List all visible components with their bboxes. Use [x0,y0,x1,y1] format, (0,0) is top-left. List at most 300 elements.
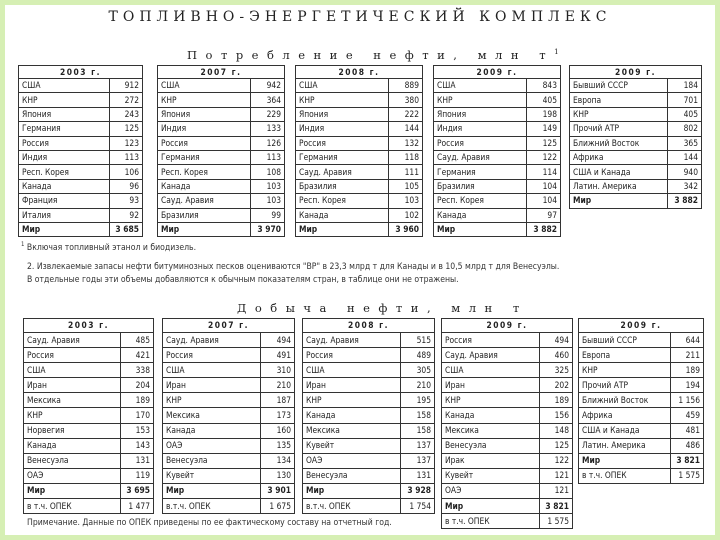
table-total-row [434,222,561,236]
footnote-1-mark: 1 [21,241,25,248]
table-row [24,333,154,348]
row-label: Индия [158,122,251,136]
row-value: 189 [671,363,704,378]
row-label: Мексика [442,423,540,438]
row-label: Норвегия [24,423,121,438]
row-label: Респ. Корея [296,194,389,208]
table-total-row [163,483,295,498]
row-value: 184 [668,79,702,93]
row-label: Германия [158,150,251,164]
row-label: Мир [579,453,671,468]
table-year-header: 2009 г. [579,319,704,333]
row-label: Япония [158,107,251,121]
row-label: КНР [303,393,401,408]
row-label: КНР [579,363,671,378]
table-total-row [442,499,573,514]
table-year-header: 2009 г. [570,66,702,79]
table-year-header: 2007 г. [163,319,295,333]
table-year-header: 2003 г. [19,66,143,79]
row-label: США [296,79,389,93]
table-row [24,453,154,468]
table-year-header: 2003 г. [24,319,154,333]
table-row [442,483,573,498]
row-value: 364 [251,93,285,107]
table-total-row [158,222,285,236]
table-row [303,333,435,348]
table-row [24,393,154,408]
table-opec-row [442,514,573,529]
table-row [163,468,295,483]
row-value: 3 901 [261,483,295,498]
row-label: ОАЭ [303,453,401,468]
row-value: 515 [401,333,435,348]
row-value: 113 [110,150,143,164]
table-row [24,378,154,393]
row-value: 103 [251,179,285,193]
row-label: Ближний Восток [579,393,671,408]
row-value: 460 [540,348,573,363]
table-row [434,136,561,150]
table-row [158,150,285,164]
row-label: Индия [19,150,110,164]
table-total-row [579,453,704,468]
table-row [24,363,154,378]
table-opec-row [163,499,295,514]
table-year-header: 2008 г. [296,66,423,79]
table-row [442,438,573,453]
table-row [296,208,423,222]
row-value: 133 [251,122,285,136]
row-value: 889 [389,79,423,93]
row-value: 843 [527,79,561,93]
table-row [19,165,143,179]
row-value: 1 754 [401,499,435,514]
table-row [579,378,704,393]
row-value: 491 [261,348,295,363]
consumption-heading-text: Потребление нефти, млн т [187,48,555,62]
row-value: 102 [389,208,423,222]
row-label: Иран [442,378,540,393]
table-row [442,348,573,363]
table-opec-row [24,499,154,514]
row-value: 131 [121,453,154,468]
table-row [434,165,561,179]
row-value: 104 [527,194,561,208]
row-label: Сауд. Аравия [158,194,251,208]
row-label: КНР [570,107,668,121]
row-label: Сауд. Аравия [434,150,527,164]
row-value: 122 [540,453,573,468]
row-value: 97 [527,208,561,222]
row-label: Канада [19,179,110,193]
row-label: Мир [303,483,401,498]
row-value: 131 [401,468,435,483]
row-value: 459 [671,408,704,423]
row-label: Ирак [442,453,540,468]
table-row [442,378,573,393]
row-label: США [163,363,261,378]
row-label: Россия [163,348,261,363]
row-value: 3 882 [527,222,561,236]
row-label: Мир [434,222,527,236]
consumption-table-2 [157,65,285,237]
table-row [158,208,285,222]
row-value: 3 960 [389,222,423,236]
table-row [296,150,423,164]
row-label: КНР [163,393,261,408]
table-row [24,348,154,363]
row-label: Мир [570,194,668,208]
row-label: Бывший СССР [570,79,668,93]
table-row [163,408,295,423]
row-label: Италия [19,208,110,222]
row-label: в т.ч. ОПЕК [24,499,121,514]
table-opec-row [579,468,704,483]
row-label: Венесуэла [24,453,121,468]
row-value: 210 [261,378,295,393]
table-year-header: 2007 г. [158,66,285,79]
row-label: Германия [19,122,110,136]
row-value: 119 [121,468,154,483]
footnote-1 [21,241,196,253]
table-row [24,408,154,423]
row-label: Венесуэла [303,468,401,483]
table-row [163,333,295,348]
row-value: 123 [110,136,143,150]
row-label: ОАЭ [442,483,540,498]
row-value: 3 695 [121,483,154,498]
table-row [579,333,704,348]
table-total-row [570,194,702,208]
table-row [579,438,704,453]
row-label: Сауд. Аравия [442,348,540,363]
row-label: Бразилия [434,179,527,193]
row-value: 144 [668,150,702,164]
row-label: Индия [434,122,527,136]
row-label: Россия [442,333,540,348]
row-label: в т.ч. ОПЕК [442,514,540,529]
row-value: 494 [540,333,573,348]
consumption-table-4 [433,65,561,237]
table-row [442,468,573,483]
table-row [442,423,573,438]
table-row [19,194,143,208]
row-value: 126 [251,136,285,150]
row-label: Иран [163,378,261,393]
table-row [163,453,295,468]
row-value: 121 [540,483,573,498]
production-table-5 [578,318,704,484]
row-value: 3 882 [668,194,702,208]
table-row [442,408,573,423]
row-label: КНР [19,93,110,107]
table-row [570,79,702,93]
row-value: 189 [540,393,573,408]
consumption-table-1 [18,65,143,237]
row-value: 3 970 [251,222,285,236]
row-label: Африка [579,408,671,423]
row-label: США и Канада [579,423,671,438]
table-row [296,179,423,193]
table-row [442,363,573,378]
table-row [19,122,143,136]
row-value: 222 [389,107,423,121]
row-label: Канада [296,208,389,222]
table-row [19,79,143,93]
row-value: 137 [401,453,435,468]
row-label: в т.ч. ОПЕК [579,468,671,483]
row-value: 134 [261,453,295,468]
table-row [570,179,702,193]
row-label: ОАЭ [24,468,121,483]
row-label: Латин. Америка [570,179,668,193]
row-label: США [19,79,110,93]
row-value: 1 575 [671,468,704,483]
table-row [570,122,702,136]
table-total-row [296,222,423,236]
table-row [163,363,295,378]
table-row [296,107,423,121]
row-label: ОАЭ [163,438,261,453]
table-row [434,93,561,107]
row-label: Япония [434,107,527,121]
row-value: 310 [261,363,295,378]
table-year-header: 2009 г. [434,66,561,79]
table-row [303,348,435,363]
row-value: 229 [251,107,285,121]
row-value: 144 [389,122,423,136]
row-label: Прочий АТР [570,122,668,136]
row-value: 1 575 [540,514,573,529]
table-row [19,150,143,164]
table-row [579,408,704,423]
table-row [296,93,423,107]
row-value: 912 [110,79,143,93]
table-row [434,107,561,121]
row-label: Мир [296,222,389,236]
table-row [570,150,702,164]
table-row [442,393,573,408]
row-value: 96 [110,179,143,193]
table-year-header: 2008 г. [303,319,435,333]
row-value: 104 [527,179,561,193]
row-label: в.т.ч. ОПЕК [303,499,401,514]
production-note: Примечание. Данные по ОПЕК приведены по ее фактическому составу на отчетный год. [27,518,392,528]
footnote-mark: 1 [554,48,559,57]
row-value: 1 156 [671,393,704,408]
row-value: 405 [668,107,702,121]
production-table-3 [302,318,435,514]
table-row [303,423,435,438]
row-value: 243 [110,107,143,121]
row-label: КНР [296,93,389,107]
row-value: 103 [251,194,285,208]
row-value: 338 [121,363,154,378]
row-value: 156 [540,408,573,423]
consumption-table-5 [569,65,702,209]
row-value: 3 928 [401,483,435,498]
table-row [158,194,285,208]
table-opec-row [303,499,435,514]
row-label: Иран [303,378,401,393]
production-table-4 [441,318,573,529]
row-label: Канада [24,438,121,453]
row-label: Мир [24,483,121,498]
row-label: США и Канада [570,165,668,179]
row-value: 365 [668,136,702,150]
row-value: 108 [251,165,285,179]
row-value: 114 [527,165,561,179]
table-row [158,122,285,136]
row-label: Респ. Корея [434,194,527,208]
row-value: 130 [261,468,295,483]
row-label: Респ. Корея [19,165,110,179]
row-label: КНР [158,93,251,107]
table-row [158,93,285,107]
table-row [570,165,702,179]
table-row [579,393,704,408]
row-value: 1 675 [261,499,295,514]
table-row [19,93,143,107]
table-row [442,333,573,348]
row-value: 405 [527,93,561,107]
row-label: Бывший СССР [579,333,671,348]
row-value: 153 [121,423,154,438]
row-value: 92 [110,208,143,222]
row-value: 113 [251,150,285,164]
table-row [303,393,435,408]
table-row [158,165,285,179]
row-label: США [158,79,251,93]
row-label: Япония [296,107,389,121]
row-value: 195 [401,393,435,408]
table-row [434,122,561,136]
table-year-header: 2009 г. [442,319,573,333]
row-label: Россия [296,136,389,150]
row-value: 940 [668,165,702,179]
table-row [434,79,561,93]
row-value: 481 [671,423,704,438]
table-row [163,423,295,438]
production-table-2 [162,318,295,514]
row-label: Мексика [24,393,121,408]
row-label: Мир [442,499,540,514]
row-value: 204 [121,378,154,393]
row-label: Респ. Корея [158,165,251,179]
row-label: в.т.ч. ОПЕК [163,499,261,514]
row-value: 111 [389,165,423,179]
row-label: Германия [296,150,389,164]
row-value: 106 [110,165,143,179]
row-label: Европа [579,348,671,363]
row-value: 121 [540,468,573,483]
row-value: 198 [527,107,561,121]
row-label: Мир [163,483,261,498]
row-value: 486 [671,438,704,453]
table-row [296,122,423,136]
row-label: Россия [158,136,251,150]
table-row [24,468,154,483]
table-row [296,79,423,93]
row-label: Ближний Восток [570,136,668,150]
row-label: Россия [24,348,121,363]
row-label: Мексика [163,408,261,423]
row-value: 103 [389,194,423,208]
row-label: Канада [158,179,251,193]
row-value: 211 [671,348,704,363]
row-value: 194 [671,378,704,393]
row-value: 132 [389,136,423,150]
row-value: 125 [110,122,143,136]
row-label: Япония [19,107,110,121]
row-label: Латин. Америка [579,438,671,453]
table-row [434,179,561,193]
table-row [296,136,423,150]
table-total-row [19,222,143,236]
footnote-1-text: Включая топливный этанол и биодизель. [26,242,197,253]
table-row [570,93,702,107]
table-row [19,136,143,150]
row-label: Сауд. Аравия [24,333,121,348]
row-label: КНР [434,93,527,107]
row-label: Россия [19,136,110,150]
row-label: Европа [570,93,668,107]
row-label: Сауд. Аравия [296,165,389,179]
table-row [163,378,295,393]
row-label: Кувейт [163,468,261,483]
consumption-heading [187,48,559,62]
row-label: Бразилия [158,208,251,222]
table-row [303,453,435,468]
row-label: КНР [442,393,540,408]
production-heading: Добыча нефти, млн т [237,301,528,315]
row-value: 485 [121,333,154,348]
table-row [163,438,295,453]
row-label: Канада [163,423,261,438]
row-value: 158 [401,408,435,423]
row-value: 489 [401,348,435,363]
row-label: Венесуэла [442,438,540,453]
row-value: 342 [668,179,702,193]
row-value: 122 [527,150,561,164]
row-value: 170 [121,408,154,423]
row-value: 173 [261,408,295,423]
row-label: Мир [19,222,110,236]
row-value: 158 [401,423,435,438]
row-value: 187 [261,393,295,408]
table-row [303,468,435,483]
row-value: 942 [251,79,285,93]
row-value: 3 821 [540,499,573,514]
row-value: 701 [668,93,702,107]
table-row [570,107,702,121]
table-row [24,423,154,438]
table-row [158,179,285,193]
row-label: Мексика [303,423,401,438]
table-total-row [24,483,154,498]
table-row [579,348,704,363]
footnote-2-line1: 2. Извлекаемые запасы нефти битуминозных песков оцениваются "BP" в 23,3 млрд т для Канады и в 10,5 млрд т для Венесуэлы. [27,262,560,272]
table-row [434,150,561,164]
row-label: Канада [442,408,540,423]
row-label: Россия [303,348,401,363]
row-label: США [303,363,401,378]
row-label: Сауд. Аравия [163,333,261,348]
row-label: Индия [296,122,389,136]
row-value: 118 [389,150,423,164]
table-row [158,136,285,150]
table-row [303,363,435,378]
